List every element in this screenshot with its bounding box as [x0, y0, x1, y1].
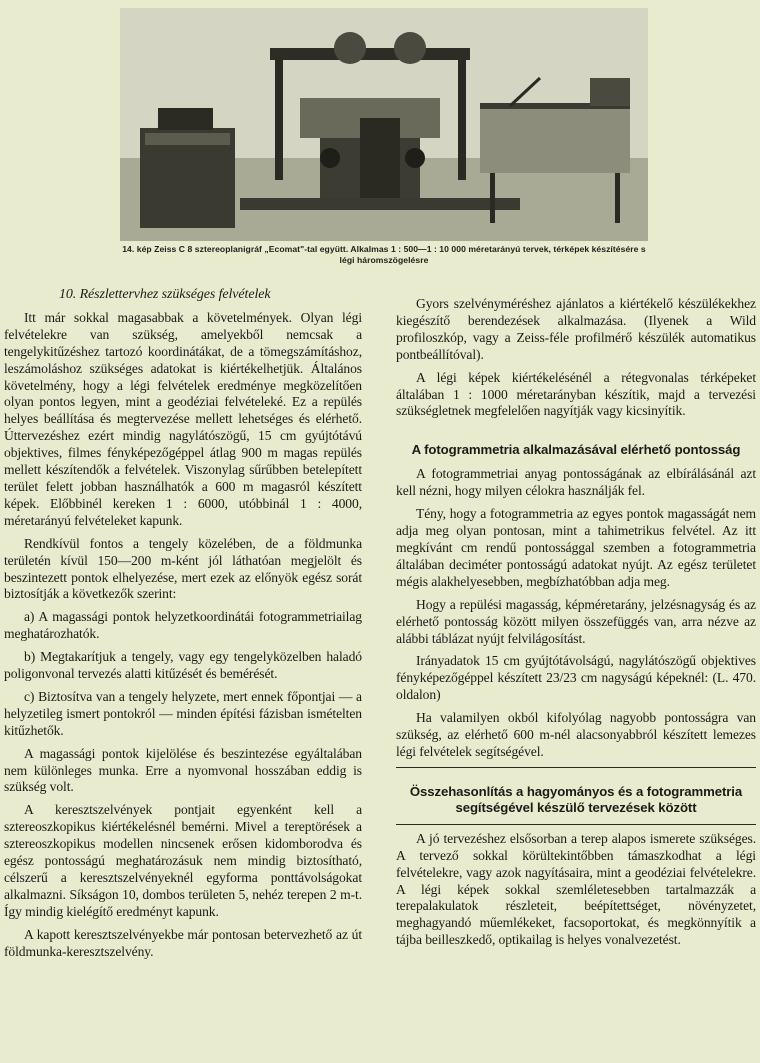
list-item-c: c) Biztosítva van a tengely helyzete, mert ennek főpontjai — a helyzetileg ismert pontokról — minden építési fázisban ismételten kitűzhetők. [4, 688, 362, 738]
paragraph: Itt már sokkal magasabbak a követelmények. Olyan légi felvételekre van szükség, amelyekből nemcsak a tengelykitűzéshez tartozó koordinátákat, de a tömegszámításhoz, leszámoláshoz szükséges adatokat is kiértékelhetjük. Általános követelmény, hogy a légi felvételek eredménye megközelítően olyan pontos legyen, mint a geodéziai felvételeké. Ez a repülés helyes beállítása és megtervezése mellett lehetséges és elérhető. Úttervezéshez ezért mindig nagylátószögű, 15 cm gyújtótávú objektives, filmes fényképezőgéppel átlag 900 m magas repülés mellett készítendők a felvételek. Viszonylag sűrűbben betelepített terület felett jobban használhatók a 600 m magasról készített képek. Előbbinél kereken 1 : 6000, utóbbinál 1 : 4000, méretarányú felvételeket kapunk. [4, 309, 362, 528]
paragraph: A keresztszelvények pontjait egyenként kell a sztereoszkopikus kiértékelésnél bemérni. Mivel a tereptörések a sztereoszkopikus modellen nincsenek erősen kidomborodva és egész pontosságú meghatározásuk nem mindig biztosítható, célszerű a keresztszelvényeknél egyforma ponttávolságokat alkalmazni. Síkságon 10, dombos területen 5, nehéz terepen 2 m-t. Így mindig kielégítő eredményt kapunk. [4, 802, 362, 919]
paragraph: Hogy a repülési magasság, képméretarány, jelzésnagyság és az elérhető pontosság között milyen összefüggés van, arra nézve az alábbi táblázat nyújt felvilágosítást. [396, 596, 756, 646]
paragraph: Irányadatok 15 cm gyújtótávolságú, nagylátószögű objektives fényképezőgéppel készített 23/23 cm nagyságú képeknél: (L. 470. oldalon) [396, 653, 756, 703]
heading-comparison: Összehasonlítás a hagyományos és a fotogrammetria segítségével készülő tervezések között [409, 783, 743, 815]
heading-accuracy: A fotogrammetria alkalmazásával elérhető pontosság [411, 442, 741, 458]
paragraph: Rendkívül fontos a tengely közelében, de a földmunka területén kívül 150—200 m-ként jól láthatóan megjelölt és beszintezett pontok elhelyezése, mert ezek az előnyök egész sorát biztosítják a következők szerint: [4, 535, 362, 602]
list-item-a: a) A magassági pontok helyzetkoordinátái fotogrammetriailag meghatározhatók. [4, 609, 362, 642]
left-column [4, 287, 362, 967]
paragraph: A légi képek kiértékelésénél a rétegvonalas térképeket általában 1 : 1000 méretarányban készítik, majd a tervezési szükségletnek megfelelően nagyítják vagy kicsinyítik. [396, 369, 756, 419]
paragraph: A fotogrammetriai anyag pontosságának az elbírálásánál azt kell nézni, hogy milyen célokra használják fel. [396, 466, 756, 499]
figure-photo-stereoplanigraph [120, 8, 648, 241]
divider [396, 824, 756, 825]
paragraph: Gyors szelvényméréshez ajánlatos a kiértékelő készülékekhez kiegészítő berendezések alkalmazása. (Ilyenek a Wild profiloszkóp, vagy a Zeiss-féle profilmérő készülék automatikus pontbeállítóval). [396, 296, 756, 362]
paragraph: Ha valamilyen okból kifolyólag nagyobb pontosságra van szükség, az elérhető 600 m-nél alacsonyabbról készített lemezes légi felvételek segítségével. [396, 710, 756, 759]
paragraph: A kapott keresztszelvényekbe már pontosan betervezhető az út földmunka-keresztszelvény. [4, 926, 362, 959]
list-item-b: b) Megtakarítjuk a tengely, vagy egy tengelyközelben haladó poligonvonal tervezés alatti kitűzését és bemérését. [4, 649, 362, 682]
paragraph: Tény, hogy a fotogrammetria az egyes pontok magasságát nem adja meg olyan pontosan, mint a tahimetrikus felvétel. Az itt megkívánt cm rendű pontossággal szemben a fotogrammetria általában deciméter pontosságú adatokat nyújt. Az egész területet mégis alakhelyesebben, megbízhatóbban adja meg. [396, 506, 756, 589]
section-title: 10. Részlettervhez szükséges felvételek [59, 287, 271, 302]
figure-caption: 14. kép Zeiss C 8 sztereoplanigráf „Ecomat"-tal együtt. Alkalmas 1 : 500—1 : 10 000 méretarányú tervek, térképek készítésére s légi háromszögelésre [122, 244, 646, 265]
paragraph: A magassági pontok kijelölése és beszintezése egyáltalában nem különleges munka. Erre a nyomvonal hosszában eddig is szükség volt. [4, 745, 362, 795]
divider [396, 767, 756, 768]
paragraph: A jó tervezéshez elsősorban a terep alapos ismerete szükséges. A tervező sokkal körültekintőbben támaszkodhat a légi felvételekre, vagy azok nagyításaira, mint a geodéziai felvételekre. A légi képek sokkal szemléletesebben tartalmazzák a terepalakulatok részleteit, beépítettséget, növényzetet, meghagyandó műemlékeket, facsoportokat, és megkönnyítik a tájba beilleszkedő, optikailag is helyes vonalvezetést. [396, 830, 756, 948]
right-column [396, 296, 756, 955]
